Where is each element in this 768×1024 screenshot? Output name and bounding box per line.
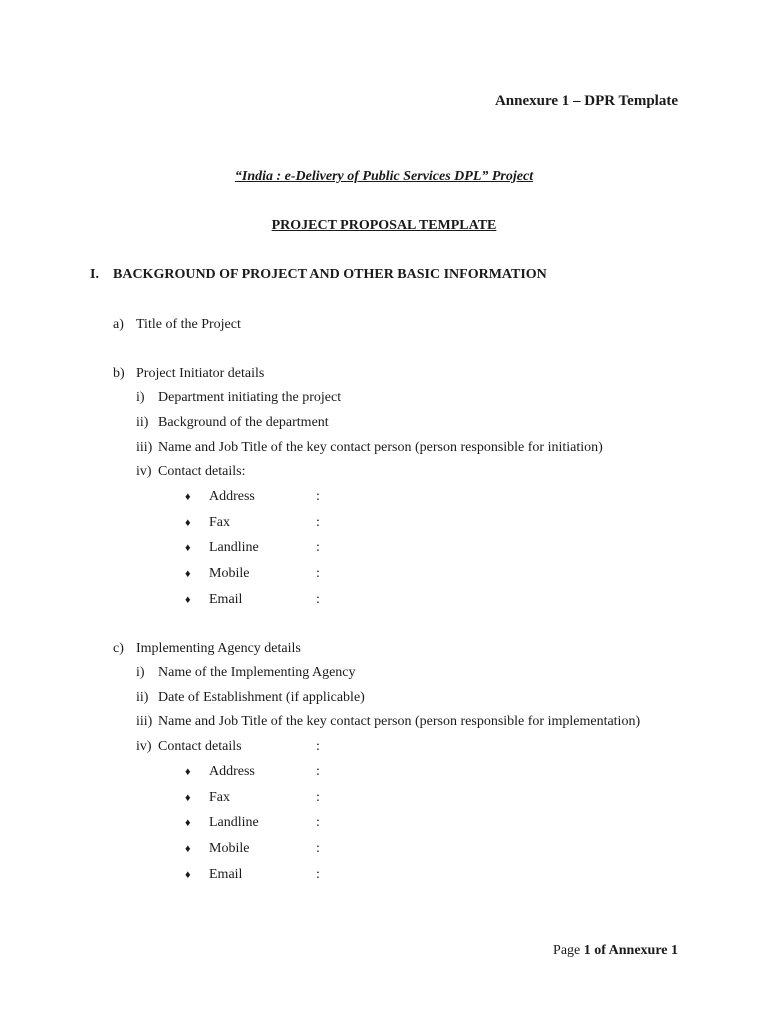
- field-label-mobile: Mobile: [209, 841, 250, 856]
- field-label-email: Email: [209, 592, 243, 607]
- subitem-marker: i): [136, 390, 145, 405]
- diamond-bullet-icon: ♦: [185, 491, 191, 503]
- subitem-marker: iii): [136, 440, 153, 455]
- field-separator: :: [316, 764, 320, 779]
- subitem-marker: i): [136, 665, 145, 680]
- field-label-fax: Fax: [209, 790, 230, 805]
- subitem-marker: iv): [136, 464, 152, 479]
- page-number: 1 of Annexure 1: [583, 943, 678, 958]
- diamond-bullet-icon: ♦: [185, 869, 191, 881]
- subitem-contact-details: Contact details:: [158, 464, 246, 479]
- item-title-of-project: Title of the Project: [136, 317, 241, 332]
- field-separator: :: [316, 489, 320, 504]
- subitem-date-of-establishment: Date of Establishment (if applicable): [158, 690, 365, 705]
- item-implementing-agency-details: Implementing Agency details: [136, 641, 301, 656]
- field-label-mobile: Mobile: [209, 566, 250, 581]
- field-separator: :: [316, 566, 320, 581]
- field-separator: :: [316, 592, 320, 607]
- field-separator: :: [316, 815, 320, 830]
- diamond-bullet-icon: ♦: [185, 766, 191, 778]
- diamond-bullet-icon: ♦: [185, 817, 191, 829]
- field-separator: :: [316, 540, 320, 555]
- item-marker-b: b): [113, 366, 125, 381]
- field-separator: :: [316, 867, 320, 882]
- field-label-landline: Landline: [209, 540, 259, 555]
- section-number: I.: [90, 267, 99, 282]
- field-separator: :: [316, 841, 320, 856]
- diamond-bullet-icon: ♦: [185, 843, 191, 855]
- page-prefix: Page: [553, 943, 581, 958]
- subitem-department-initiating: Department initiating the project: [158, 390, 342, 405]
- project-title: “India : e-Delivery of Public Services DPL” Project: [234, 169, 534, 184]
- subitem-key-contact-implementation: Name and Job Title of the key contact person (person responsible for implementation): [158, 714, 641, 729]
- item-marker-a: a): [113, 317, 124, 332]
- field-separator: :: [316, 515, 320, 530]
- annexure-title: Annexure 1 – DPR Template: [494, 93, 678, 109]
- field-label-fax: Fax: [209, 515, 230, 530]
- diamond-bullet-icon: ♦: [185, 542, 191, 554]
- subitem-marker: iv): [136, 739, 152, 754]
- subitem-key-contact-initiation: Name and Job Title of the key contact person (person responsible for initiation): [158, 440, 603, 455]
- section-heading: BACKGROUND OF PROJECT AND OTHER BASIC INFORMATION: [113, 267, 547, 282]
- field-label-landline: Landline: [209, 815, 259, 830]
- page-footer: [553, 944, 678, 958]
- field-label-email: Email: [209, 867, 243, 882]
- subitem-contact-details: Contact details: [158, 739, 242, 754]
- item-marker-c: c): [113, 641, 124, 656]
- subitem-implementing-agency-name: Name of the Implementing Agency: [158, 665, 356, 680]
- subitem-marker: ii): [136, 690, 149, 705]
- item-project-initiator-details: Project Initiator details: [136, 366, 265, 381]
- subitem-background-department: Background of the department: [158, 415, 329, 430]
- diamond-bullet-icon: ♦: [185, 792, 191, 804]
- subitem-marker: iii): [136, 714, 153, 729]
- subitem-marker: ii): [136, 415, 149, 430]
- diamond-bullet-icon: ♦: [185, 517, 191, 529]
- proposal-title: PROJECT PROPOSAL TEMPLATE: [271, 218, 497, 233]
- field-label-address: Address: [209, 489, 255, 504]
- diamond-bullet-icon: ♦: [185, 594, 191, 606]
- field-separator: :: [316, 739, 320, 754]
- field-label-address: Address: [209, 764, 255, 779]
- diamond-bullet-icon: ♦: [185, 568, 191, 580]
- field-separator: :: [316, 790, 320, 805]
